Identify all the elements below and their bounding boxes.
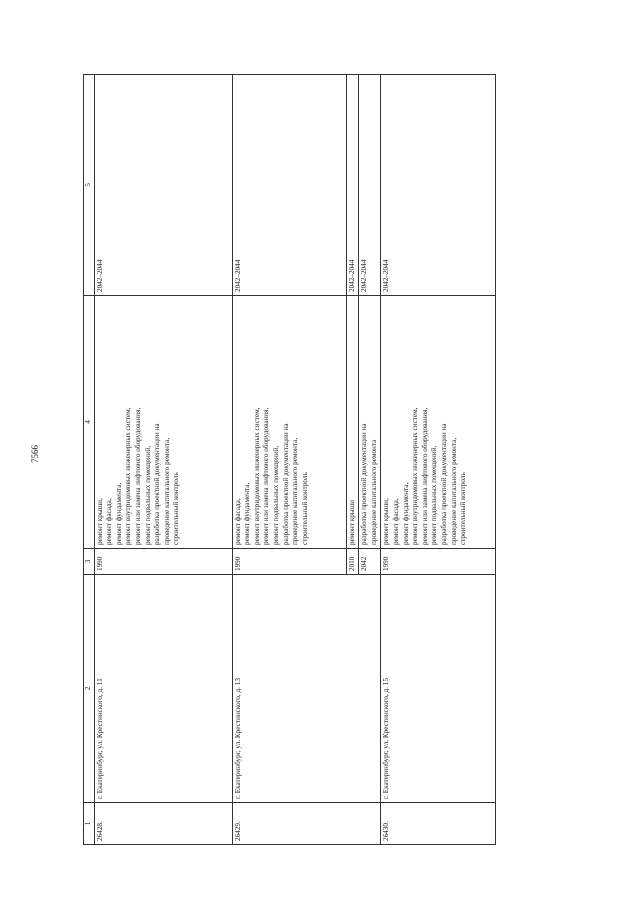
- column-header: 3: [84, 549, 95, 575]
- row-address: г. Екатеринбург, ул. Крестинского, д. 15: [381, 575, 496, 803]
- row-works: [94, 296, 232, 549]
- work-item: ремонт подвальных помещений,: [143, 445, 152, 545]
- work-item: разработка проектной документации на: [153, 423, 162, 545]
- column-number-row: [84, 75, 95, 845]
- table-row: [94, 75, 232, 845]
- work-item: ремонт фасада,: [391, 498, 400, 545]
- work-item: ремонт фундамента,: [114, 482, 123, 545]
- row-year: 1990: [381, 549, 496, 575]
- table-row: [381, 75, 496, 845]
- work-item: разработка проектной документации на: [439, 423, 448, 545]
- work-item: ремонт фундамента,: [243, 482, 252, 545]
- work-item: строительный контроль: [172, 472, 181, 545]
- work-item: разработка проектной документации на: [360, 423, 369, 545]
- row-works: [232, 296, 346, 549]
- row-period: 2042–2044: [346, 75, 359, 296]
- row-period: 2042–2044: [359, 75, 381, 296]
- row-number: 26430.: [381, 803, 496, 845]
- column-header: 1: [84, 803, 95, 845]
- column-header: 4: [84, 296, 95, 549]
- row-works: [381, 296, 496, 549]
- work-item: ремонт крыши,: [95, 498, 104, 545]
- work-item: ремонт фундамента,: [401, 482, 410, 545]
- work-item: проведение капитального ремонта,: [162, 437, 171, 545]
- work-item: строительный контроль: [459, 472, 468, 545]
- page-number: 7566: [30, 445, 40, 463]
- work-item: ремонт подвальных помещений,: [430, 445, 439, 545]
- capital-repair-table: [83, 74, 496, 845]
- row-year: 2010: [346, 549, 359, 575]
- work-item: ремонт крыши,: [382, 498, 391, 545]
- row-address: г. Екатеринбург, ул. Крестинского, д. 13: [232, 575, 381, 803]
- row-number: 26429.: [232, 803, 381, 845]
- row-works: [346, 296, 359, 549]
- document-table-rotated: [83, 75, 496, 845]
- column-header: 5: [84, 75, 95, 296]
- work-item: ремонт или замена лифтового оборудования,: [262, 407, 271, 545]
- work-item: ремонт внутридомовых инженерных систем,: [252, 407, 261, 545]
- row-works: [359, 296, 381, 549]
- work-item: ремонт фасада,: [105, 498, 114, 545]
- row-period: 2042–2044: [94, 75, 232, 296]
- row-year: 2042: [359, 549, 381, 575]
- work-item: строительный контроль: [300, 472, 309, 545]
- work-item: ремонт внутридомовых инженерных систем,: [411, 407, 420, 545]
- row-address: г. Екатеринбург, ул. Крестинского, д. 11: [94, 575, 232, 803]
- work-item: проведение капитального ремонта,: [291, 437, 300, 545]
- table-row: [232, 75, 346, 845]
- work-item: ремонт фасада,: [233, 498, 242, 545]
- row-year: 1990: [94, 549, 232, 575]
- row-year: 1990: [232, 549, 346, 575]
- work-item: разработка проектной документации на: [281, 423, 290, 545]
- row-period: 2042–2044: [381, 75, 496, 296]
- work-item: ремонт крыши: [347, 499, 356, 545]
- work-item: ремонт или замена лифтового оборудования,: [420, 407, 429, 545]
- row-number: 26428.: [94, 803, 232, 845]
- work-item: проведение капитального ремонта: [369, 439, 378, 545]
- work-item: проведение капитального ремонта,: [449, 437, 458, 545]
- work-item: ремонт или замена лифтового оборудования,: [133, 407, 142, 545]
- row-period: 2042–2044: [232, 75, 346, 296]
- column-header: 2: [84, 575, 95, 803]
- work-item: ремонт внутридомовых инженерных систем,: [124, 407, 133, 545]
- work-item: ремонт подвальных помещений,: [271, 445, 280, 545]
